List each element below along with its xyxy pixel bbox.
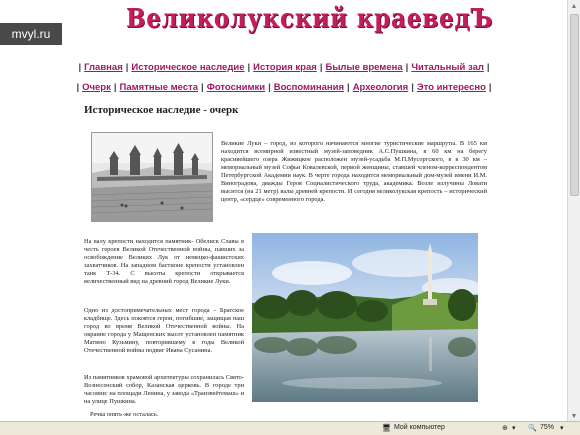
computer-icon: 🖥 [382, 425, 391, 432]
scroll-down-icon[interactable]: ▼ [570, 412, 578, 420]
nav-link-home[interactable]: Главная [84, 62, 123, 73]
status-bar [0, 421, 580, 435]
zoom-level[interactable]: 75% [540, 424, 555, 431]
nav-link-history[interactable]: История края [253, 62, 317, 73]
scroll-up-icon[interactable]: ▲ [570, 2, 578, 10]
nav-link-old-times[interactable]: Былые времена [325, 62, 403, 73]
nav-link-interesting[interactable]: Это интересно [416, 82, 486, 93]
nav-row-2: | Очерк | Памятные места | Фотоснимки | Воспоминания | Археология | Это интересно | [76, 82, 492, 93]
nav-link-archaeology[interactable]: Археология [352, 82, 409, 93]
security-dropdown-icon[interactable]: ▾ [512, 425, 516, 432]
nav-row-1: | Главная | Историческое наследие | История края | Былые времена | Читальный зал | [78, 62, 490, 73]
nav-link-reading-room[interactable]: Читальный зал [411, 62, 484, 73]
article-paragraph-1: Великие Луки – город, из которого начинаются многие туристические маршруты. В 165 км находится всемирной известный музей-заповедник А.С.Пушкина, в 60 км на берегу красивейшего озера Жижицкое расположен музей-усадьба М.П.Мусоргского, в в 30 км – мемориальный музей Софьи Ковалевской, первой женщины, ставшей членом-корреспондентом Петербургской Академии наук. В черте города находится мемориальный дом-музей имени И.М. Виноградова, дважды Героя Социалистического труда, академика. Возле излучины Ловати высится (на 21 метр) валы древней крепости. И сегодня великолукская крепость – исторический центр, «сердце» современного города. [221, 140, 487, 203]
watermark-badge: mvyl.ru [0, 23, 62, 45]
fortress-engraving-image [91, 132, 213, 222]
nav-link-memorials[interactable]: Памятные места [119, 82, 199, 93]
zoom-dropdown-icon[interactable]: ▾ [560, 425, 564, 432]
vertical-scrollbar[interactable] [567, 0, 580, 422]
article-paragraph-2: На валу крепости находится памятник- Обелиск Славы в честь героев Великой Отечественной войны, павших за освобождение Великих Лук от немецко-фашистских захватчиков. На западном бастионе крепости установлен танк Т-34. С высоты крепости открывается величественный вид на древний город Великие Луки. [84, 238, 244, 285]
site-logo-title[interactable]: Великолукский краеведЪ [126, 4, 494, 34]
nav-link-memoirs[interactable]: Воспоминания [273, 82, 345, 93]
security-icon: ⊕ [502, 425, 508, 432]
nav-link-photos[interactable]: Фотоснимки [206, 82, 266, 93]
nav-link-heritage[interactable]: Историческое наследие [131, 62, 245, 73]
article-heading: Историческое наследие - очерк [84, 104, 239, 116]
article-paragraph-3: Одно из достопримечательных мест города – Братское кладбище. Здесь покоятся герои, погибшие, защищая наш город во время Великой Отечественной войны. На окраине города у Мащенских высот установлен памятник Матвею Кузьмину, повторившему в годы Великой Отечественной войны подвиг Ивана Сусанина. [84, 307, 244, 354]
scroll-thumb[interactable] [570, 14, 579, 196]
nav-link-essay[interactable]: Очерк [82, 82, 111, 93]
obelisk-landscape-photo [252, 233, 478, 402]
article-paragraph-5: Речка опять-же осталась. [90, 411, 159, 418]
zone-label: Мой компьютер [394, 424, 445, 431]
zoom-icon: 🔍 [528, 425, 537, 432]
article-paragraph-4: Из памятников храмовой архитектуры сохранилась Свято-Вознесенский собор, Казанская церковь. В городе три часовни: на площади Ленина, у завода «Транзвеётемаш» и на улице Пушкина. [84, 374, 244, 405]
